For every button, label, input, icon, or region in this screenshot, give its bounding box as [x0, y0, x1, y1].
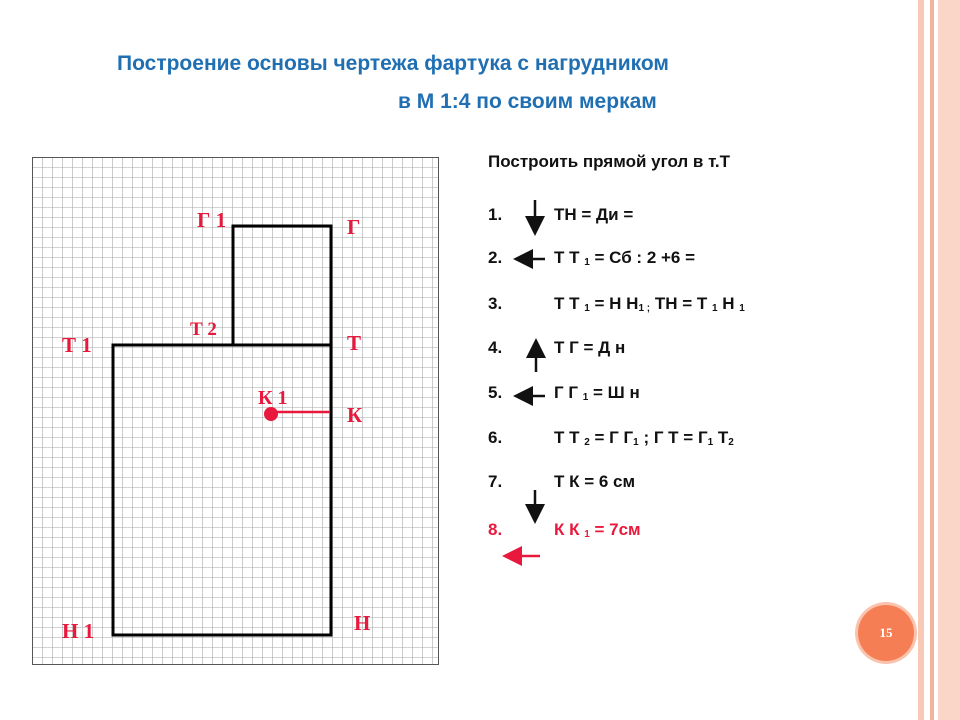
label-t: Т — [347, 331, 362, 355]
step-number: 7. — [488, 472, 503, 491]
page-number-badge: 15 — [858, 605, 914, 661]
label-t2: Т 2 — [190, 319, 217, 340]
step-text: Т К = 6 см — [554, 472, 636, 491]
step-number: 3. — [488, 294, 503, 313]
slide-title-line2: в М 1:4 по своим меркам — [398, 90, 657, 113]
steps-heading: Построить прямой угол в т.Т — [488, 152, 731, 171]
label-h: Н — [354, 611, 371, 635]
point-k1-marker — [264, 407, 278, 421]
step-text: Г Г $_1$ = Ш н — [554, 383, 640, 403]
label-k1: К 1 — [258, 387, 288, 409]
step-number: 6. — [488, 428, 503, 447]
step-number: 5. — [488, 383, 503, 402]
step-number: 1. — [488, 205, 503, 224]
label-g1: Г 1 — [197, 208, 227, 232]
step-text: Т Г = Д н — [554, 338, 626, 357]
bib-outline — [233, 226, 331, 345]
label-k: К — [347, 403, 363, 427]
gridlines — [32, 157, 439, 665]
step-text: Т Т $_2$ = Г $Г_1$ ; Г $Т = Г_1$ $Т_2$ — [554, 428, 734, 448]
label-h1: Н 1 — [62, 619, 95, 643]
step-number: 2. — [488, 248, 503, 267]
grid-border — [33, 158, 439, 665]
label-g: Г — [347, 215, 361, 239]
label-t1: Т 1 — [62, 333, 92, 357]
step-number: 8. — [488, 520, 503, 539]
skirt-outline — [113, 345, 331, 635]
step-text: ТН = Ди = — [554, 205, 634, 224]
step-text: Т Т $_1$ = Сб : 2 +6 = — [554, 248, 696, 268]
step-text: К К $_1$ = 7см — [554, 520, 641, 540]
step-text: Т Т $_1$ = Н $Н_{1 ;}$ ТН = Т $_1$ Н $_1$ — [554, 294, 745, 314]
step-number: 4. — [488, 338, 503, 357]
drawing-grid — [32, 157, 439, 665]
slide-title-line1: Построение основы чертежа фартука с нагрудником — [117, 52, 669, 75]
